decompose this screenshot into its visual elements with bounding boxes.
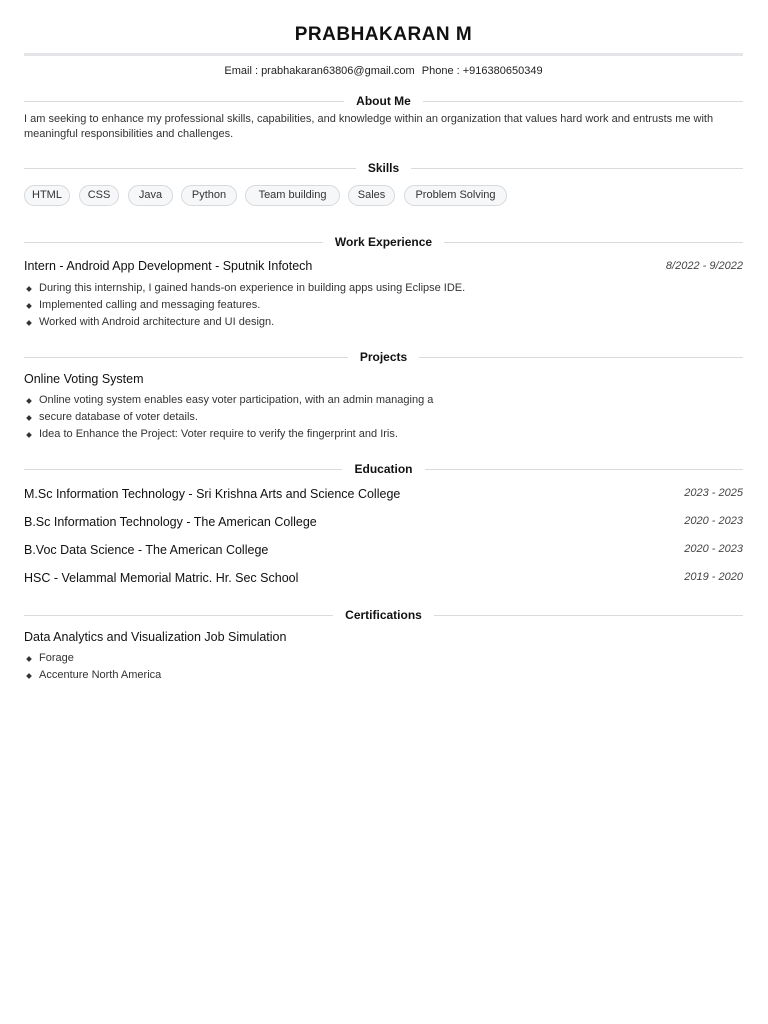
section-projects [24,350,743,364]
work-entry-title: Intern - Android App Development - Sputnik Infotech [24,259,313,273]
work-entry-bullets [24,280,743,331]
resume-page [24,0,743,1024]
list-item: Online voting system enables easy voter participation, with an admin managing a [24,392,743,409]
skill-chip: Java [128,185,173,206]
education-title: B.Sc Information Technology - The American College [24,515,317,529]
candidate-name: PRABHAKARAN M [294,24,473,45]
list-item: Idea to Enhance the Project: Voter require to verify the fingerprint and Iris. [24,426,743,443]
section-skills [24,161,743,175]
about-text: I am seeking to enhance my professional skills, capabilities, and knowledge within an organization that values hard work and entrusts me with meaningful responsibilities and challenges. [24,113,714,140]
list-item: Forage [24,650,743,667]
education-title: B.Voc Data Science - The American College [24,543,269,557]
skill-chip: Problem Solving [404,185,507,206]
skill-chip: Team building [245,185,340,206]
skill-chip: Python [181,185,237,206]
certification-bullets [24,650,743,684]
education-title: M.Sc Information Technology - Sri Krishna Arts and Science College [24,487,401,501]
list-item: Worked with Android architecture and UI design. [24,314,743,331]
section-certifications [24,608,743,622]
work-entry-date: 8/2022 - 9/2022 [665,260,743,272]
section-title-work: Work Experience [323,235,444,249]
section-about [24,94,743,108]
project-title: Online Voting System [24,372,144,386]
phone-text: Phone : +916380650349 [421,65,543,77]
contact-line [24,65,743,77]
section-title-about: About Me [344,94,423,108]
certification-title: Data Analytics and Visualization Job Simulation [24,630,287,644]
email-text: Email : prabhakaran63806@gmail.com [224,65,415,77]
list-item: During this internship, I gained hands-on experience in building apps using Eclipse IDE. [24,280,743,297]
skill-chip: CSS [79,185,119,206]
skills-list [24,185,743,207]
project-bullets [24,392,743,443]
section-title-certifications: Certifications [333,608,434,622]
section-work [24,235,743,249]
section-title-education: Education [342,462,424,476]
education-date: 2019 - 2020 [684,571,743,583]
skill-chip: Sales [348,185,395,206]
education-title: HSC - Velammal Memorial Matric. Hr. Sec School [24,571,299,585]
header-divider [24,53,743,56]
list-item: Accenture North America [24,667,743,684]
section-education [24,462,743,476]
education-date: 2023 - 2025 [684,487,743,499]
education-date: 2020 - 2023 [684,515,743,527]
list-item: secure database of voter details. [24,409,743,426]
section-title-projects: Projects [348,350,419,364]
skill-chip: HTML [24,185,70,206]
education-date: 2020 - 2023 [684,543,743,555]
list-item: Implemented calling and messaging features. [24,297,743,314]
section-title-skills: Skills [356,161,411,175]
